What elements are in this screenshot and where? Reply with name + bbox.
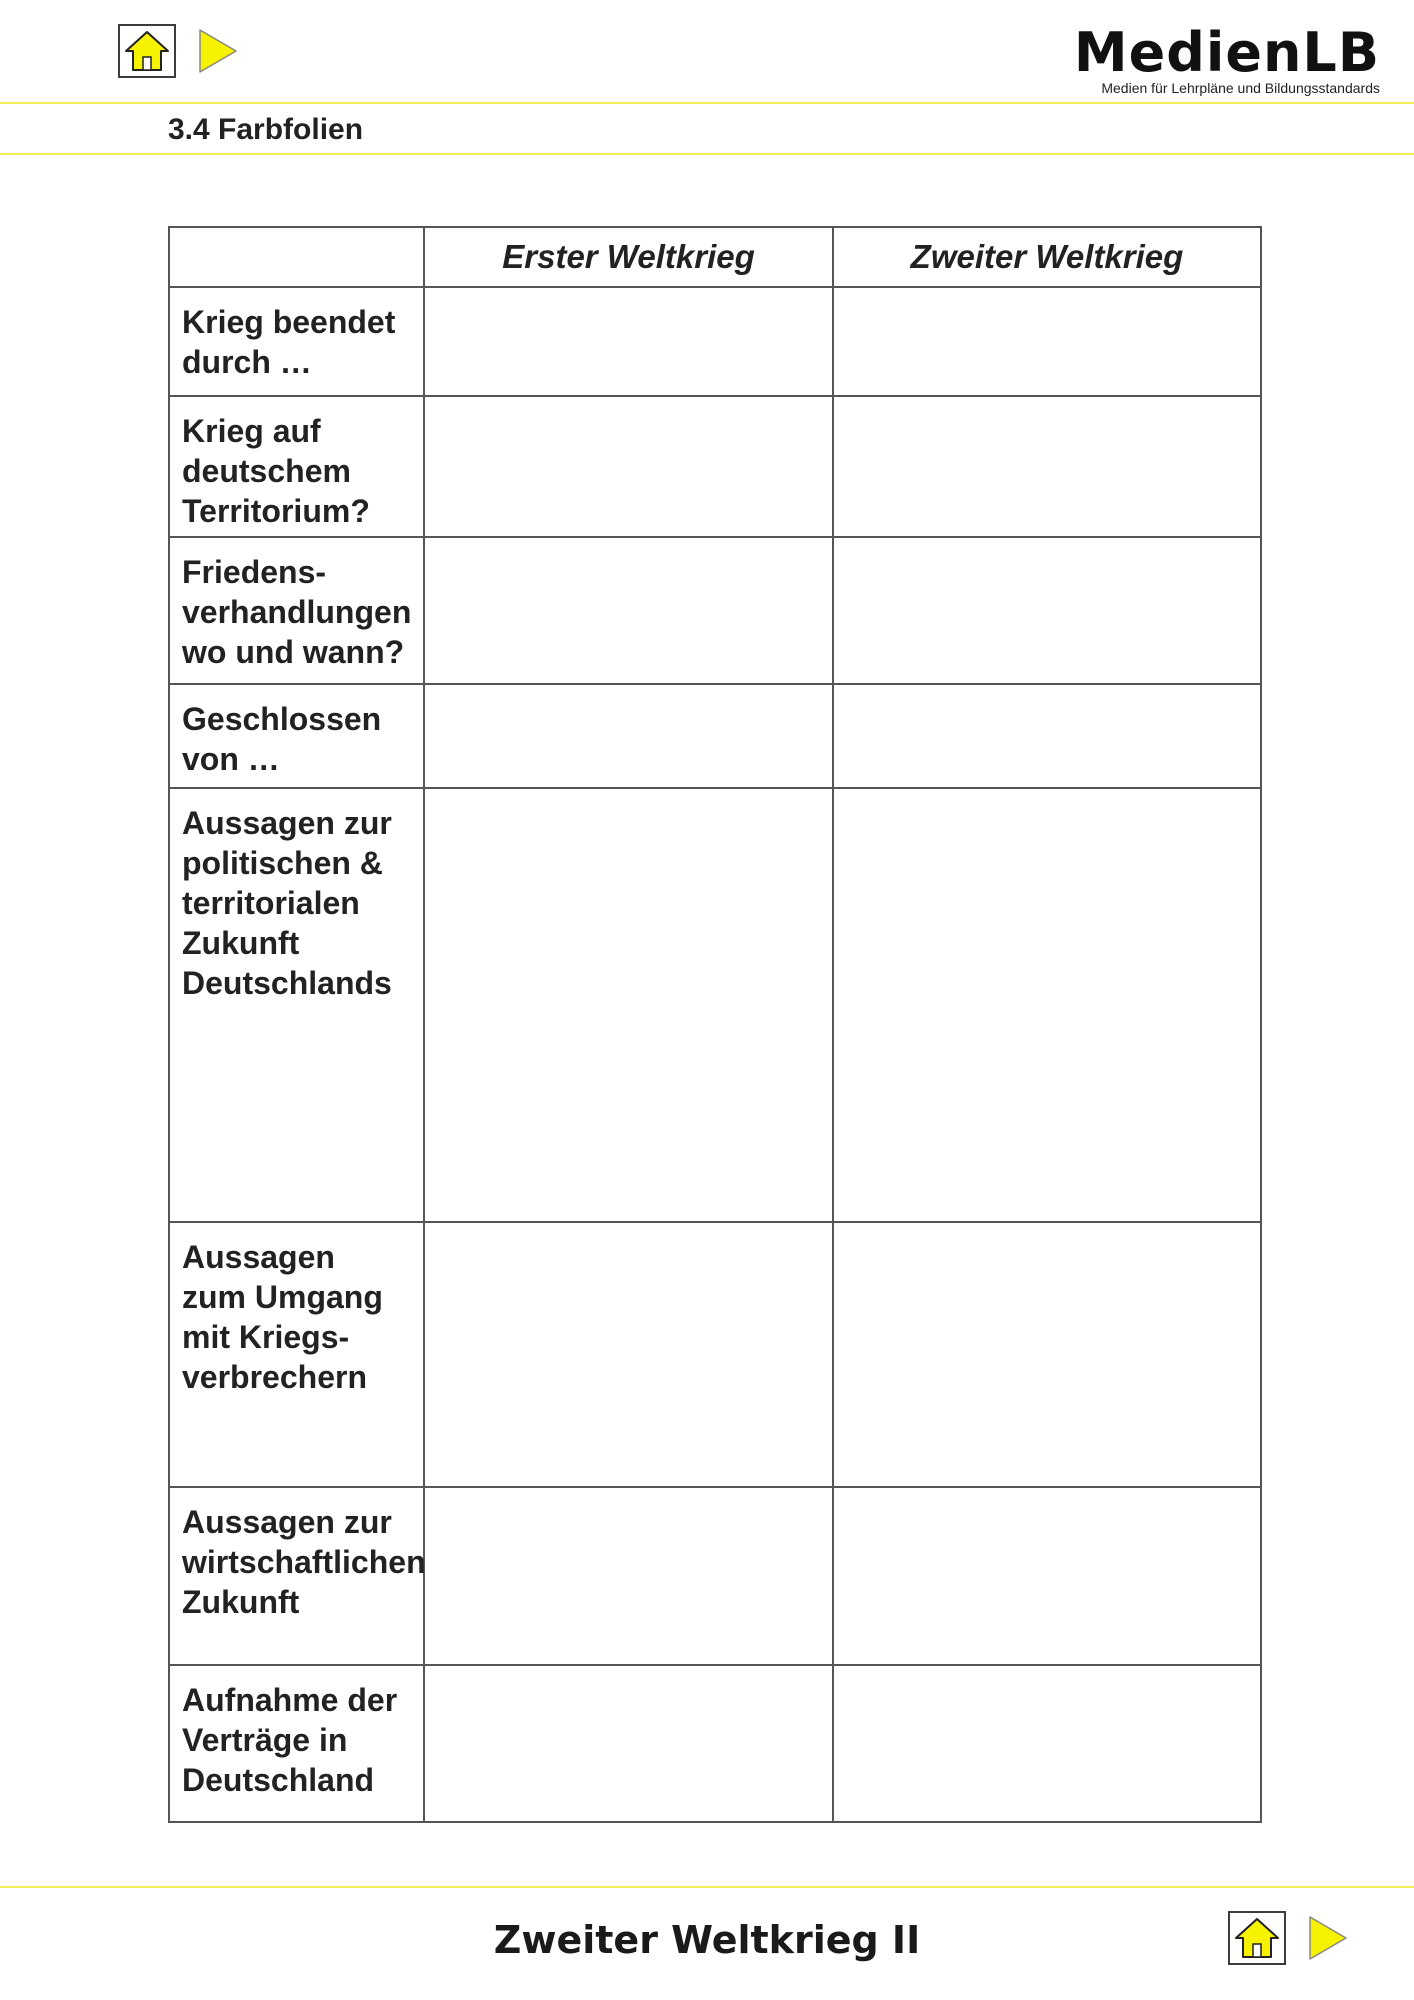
home-button[interactable] bbox=[118, 24, 176, 78]
table-row bbox=[169, 396, 1261, 537]
answer-cell[interactable] bbox=[833, 537, 1261, 684]
section-title: 3.4 Farbfolien bbox=[168, 113, 364, 146]
logo-text: MedienLB bbox=[1073, 21, 1380, 84]
table-row bbox=[169, 684, 1261, 788]
answer-cell[interactable] bbox=[833, 396, 1261, 537]
answer-cell[interactable] bbox=[833, 1222, 1261, 1487]
answer-cell[interactable] bbox=[424, 788, 833, 1222]
row-label: Aufnahme der Verträge in Deutschland bbox=[169, 1665, 424, 1822]
header-rule bbox=[0, 102, 1414, 104]
home-icon bbox=[1233, 1916, 1281, 1960]
answer-cell[interactable] bbox=[424, 684, 833, 788]
answer-cell[interactable] bbox=[833, 1665, 1261, 1822]
answer-cell[interactable] bbox=[424, 396, 833, 537]
medienlb-logo bbox=[1073, 21, 1380, 96]
header-zweiter-weltkrieg: Zweiter Weltkrieg bbox=[833, 227, 1261, 287]
answer-cell[interactable] bbox=[424, 1665, 833, 1822]
table-row bbox=[169, 788, 1261, 1222]
answer-cell[interactable] bbox=[833, 684, 1261, 788]
next-page-button[interactable] bbox=[1308, 1915, 1348, 1961]
answer-cell[interactable] bbox=[424, 287, 833, 396]
answer-cell[interactable] bbox=[833, 287, 1261, 396]
table-row bbox=[169, 1487, 1261, 1665]
bottom-navigation bbox=[1228, 1911, 1348, 1965]
answer-cell[interactable] bbox=[424, 1222, 833, 1487]
header-corner bbox=[169, 227, 424, 287]
answer-cell[interactable] bbox=[833, 1487, 1261, 1665]
table-row bbox=[169, 1665, 1261, 1822]
answer-cell[interactable] bbox=[833, 788, 1261, 1222]
table-row bbox=[169, 537, 1261, 684]
home-icon bbox=[123, 29, 171, 73]
logo-subtitle: Medien für Lehrpläne und Bildungsstandards bbox=[1101, 80, 1380, 96]
row-label: Aussagen zur wirtschaftlichen Zukunft bbox=[169, 1487, 424, 1665]
row-label: Friedens- verhandlungen wo und wann? bbox=[169, 537, 424, 684]
arrow-right-icon bbox=[198, 28, 238, 74]
row-label: Geschlossen von … bbox=[169, 684, 424, 788]
home-button[interactable] bbox=[1228, 1911, 1286, 1965]
next-page-button[interactable] bbox=[198, 28, 238, 74]
row-label: Krieg auf deutschem Territorium? bbox=[169, 396, 424, 537]
top-navigation bbox=[118, 24, 238, 78]
row-label: Aussagen zum Umgang mit Kriegs- verbrechern bbox=[169, 1222, 424, 1487]
row-label: Aussagen zur politischen & territorialen Zukunft Deutschlands bbox=[169, 788, 424, 1222]
table-row bbox=[169, 287, 1261, 396]
answer-cell[interactable] bbox=[424, 537, 833, 684]
title-rule bbox=[0, 153, 1414, 155]
header-erster-weltkrieg: Erster Weltkrieg bbox=[424, 227, 833, 287]
comparison-table bbox=[168, 226, 1262, 1823]
table-header-row bbox=[169, 227, 1261, 287]
answer-cell[interactable] bbox=[424, 1487, 833, 1665]
table-row bbox=[169, 1222, 1261, 1487]
row-label: Krieg beendet durch … bbox=[169, 287, 424, 396]
footer-title: Zweiter Weltkrieg II bbox=[493, 1918, 921, 1962]
footer-rule bbox=[0, 1886, 1414, 1888]
arrow-right-icon bbox=[1308, 1915, 1348, 1961]
